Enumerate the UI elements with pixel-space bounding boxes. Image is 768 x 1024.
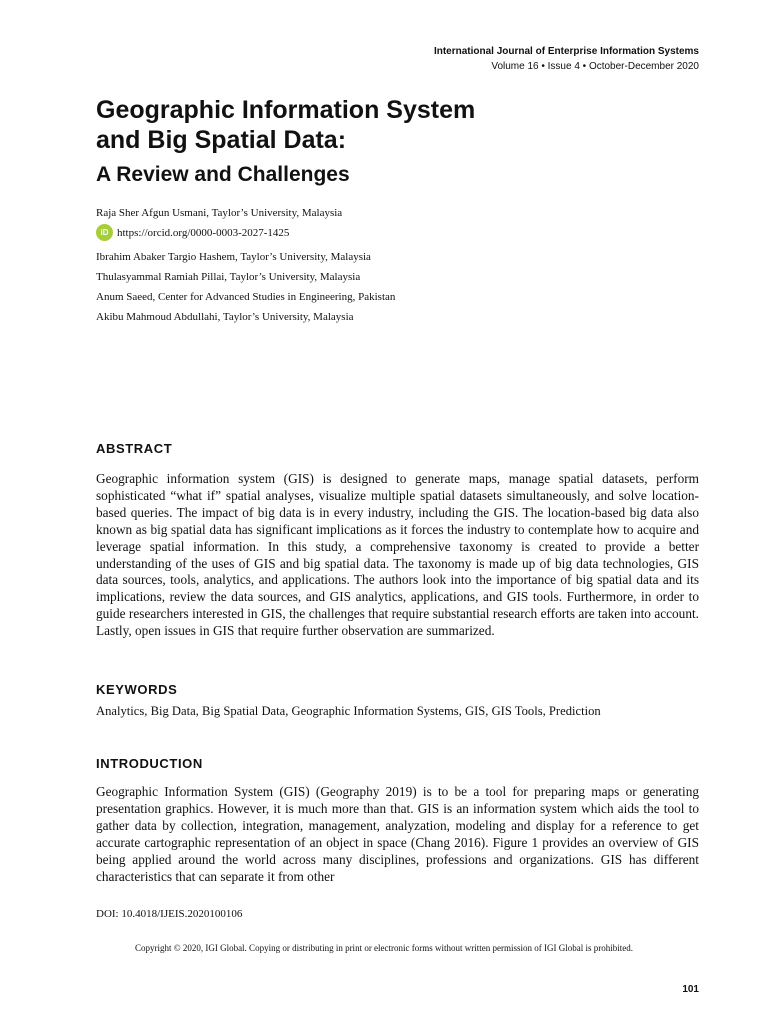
author-list xyxy=(96,205,696,326)
journal-header xyxy=(434,45,699,74)
abstract-heading: ABSTRACT xyxy=(96,441,173,456)
author-3: Thulasyammal Ramiah Pillai, Taylor’s University, Malaysia xyxy=(96,271,361,283)
journal-name: International Journal of Enterprise Information Systems xyxy=(433,46,699,57)
article-title xyxy=(96,95,696,155)
orcid-link[interactable]: https://orcid.org/0000-0003-2027-1425 xyxy=(117,226,290,239)
keywords-heading: KEYWORDS xyxy=(96,682,178,697)
introduction-text: Geographic Information System (GIS) (Geography 2019) is to be a tool for preparing maps or generating presentation graphics. However, it is much more than that. GIS is an information system which aids the tool to gather data by collection, integration, management, analyzation, modeling and display for a reference to get accurate cartographic representation of an object in space (Chang 2016). Figure 1 provides an overview of GIS being applied around the world across many disciplines, professions and organizations. GIS has different characteristics that can separate it from other xyxy=(96,784,699,884)
title-line-1: Geographic Information System xyxy=(96,96,476,124)
orcid-row xyxy=(96,223,696,242)
introduction-heading: INTRODUCTION xyxy=(96,756,203,771)
author-5: Akibu Mahmoud Abdullahi, Taylor’s University, Malaysia xyxy=(96,311,354,323)
copyright-notice: Copyright © 2020, IGI Global. Copying or distributing in print or electronic forms without written permission of IGI Global is prohibited. xyxy=(134,943,634,953)
orcid-icon: iD xyxy=(96,224,113,241)
journal-issue-info: Volume 16 • Issue 4 • October-December 2020 xyxy=(491,61,699,72)
page-number: 101 xyxy=(682,984,699,995)
doi: DOI: 10.4018/IJEIS.2020100106 xyxy=(96,908,243,920)
author-4: Anum Saeed, Center for Advanced Studies in Engineering, Pakistan xyxy=(96,291,396,303)
author-1: Raja Sher Afgun Usmani, Taylor’s University, Malaysia xyxy=(96,207,343,219)
keywords-text: Analytics, Big Data, Big Spatial Data, Geographic Information Systems, GIS, GIS Tools, Prediction xyxy=(96,704,601,718)
title-line-2: and Big Spatial Data: xyxy=(96,126,347,154)
title-block xyxy=(96,95,696,188)
abstract-text: Geographic information system (GIS) is designed to generate maps, manage spatial datasets, perform sophisticated “what if” spatial analyses, visualize multiple spatial datasets simultaneously, and solve location-based queries. The impact of big data is in every industry, including the GIS. The location-based big data also known as big spatial data has significant implications as it forces the industry to contemplate how to acquire and leverage spatial information. In this study, a comprehensive taxonomy is created to provide a better understanding of the uses of GIS and big spatial data. The taxonomy is made up of big data technologies, GIS data sources, tools, analytics, and applications. The authors look into the importance of big spatial data and its implications, review the data sources, and GIS analytics, applications, and GIS tools. Furthermore, in order to guide researchers interested in GIS, the challenges that require substantial research efforts are taken into account. Lastly, open issues in GIS that require further observation are summarized. xyxy=(96,471,699,639)
author-2: Ibrahim Abaker Targio Hashem, Taylor’s University, Malaysia xyxy=(96,251,371,263)
article-subtitle: A Review and Challenges xyxy=(96,163,350,186)
